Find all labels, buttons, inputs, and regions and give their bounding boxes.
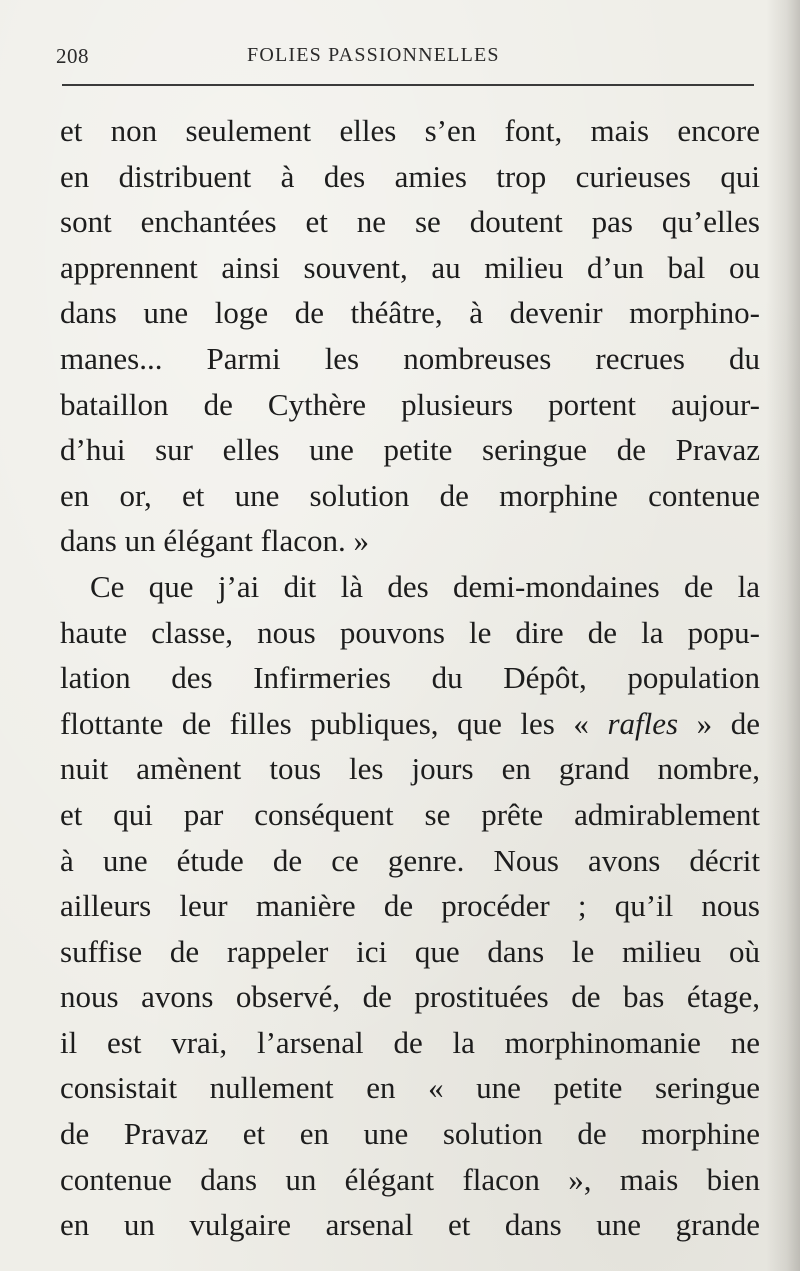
text-segment: » de	[678, 705, 760, 741]
text-line: manes... Parmi les nombreuses recrues du	[60, 340, 760, 376]
page-number: 208	[56, 44, 89, 68]
text-line: apprennent ainsi souvent, au milieu d’un bal ou	[60, 249, 760, 285]
text-line: bataillon de Cythère plusieurs portent aujour-	[60, 386, 760, 422]
text-segment: flottante de filles publiques, que les «	[60, 705, 608, 741]
paragraph-start-line: Ce que j’ai dit là des demi-mondaines de la	[90, 568, 760, 604]
text-line: lation des Infirmeries du Dépôt, population	[60, 660, 760, 696]
text-line: d’hui sur elles une petite seringue de Pravaz	[60, 432, 760, 468]
text-line: sont enchantées et ne se doutent pas qu’elles	[60, 204, 760, 240]
text-line-with-italic	[60, 701, 760, 747]
body-text	[60, 108, 760, 1248]
text-line: de Pravaz et en une solution de morphine	[60, 1116, 760, 1152]
text-line: et qui par conséquent se prête admirablement	[60, 796, 760, 832]
spine-shadow	[766, 0, 800, 1271]
text-line: dans une loge de théâtre, à devenir morphino-	[60, 295, 760, 331]
text-line: il est vrai, l’arsenal de la morphinomanie ne	[60, 1024, 760, 1060]
italic-word: rafles	[607, 705, 679, 741]
text-line: en or, et une solution de morphine contenue	[60, 477, 760, 513]
text-line: suffise de rappeler ici que dans le milieu où	[60, 933, 760, 969]
running-title: FOLIES PASSIONNELLES	[247, 44, 500, 66]
text-line: à une étude de ce genre. Nous avons décrit	[60, 842, 760, 878]
text-line: nuit amènent tous les jours en grand nombre,	[60, 751, 760, 787]
page-header	[56, 40, 752, 80]
text-line: et non seulement elles s’en font, mais encore	[60, 113, 760, 148]
text-line: contenue dans un élégant flacon », mais bien	[60, 1161, 760, 1197]
text-line: ailleurs leur manière de procéder ; qu’il nous	[60, 888, 760, 924]
text-line: haute classe, nous pouvons le dire de la popu-	[60, 614, 760, 650]
text-line: en distribuent à des amies trop curieuses qui	[60, 158, 760, 194]
text-line: en un vulgaire arsenal et dans une grande	[60, 1207, 760, 1243]
text-line: dans un élégant flacon. »	[60, 523, 370, 559]
header-rule	[62, 84, 754, 86]
text-line: consistait nullement en « une petite seringue	[60, 1070, 760, 1106]
text-line: nous avons observé, de prostituées de bas étage,	[60, 979, 760, 1015]
